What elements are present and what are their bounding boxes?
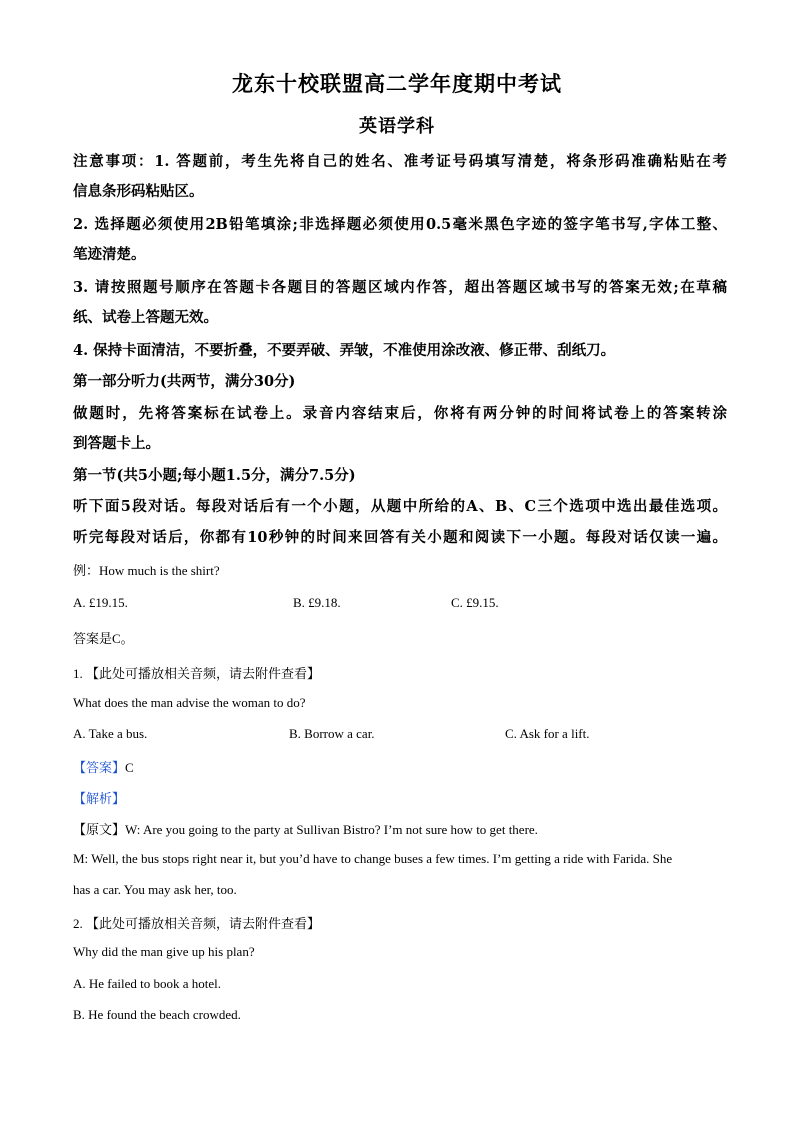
section1-heading: 第一节(共5小题;每小题1.5分，满分7.5分) [73,467,356,484]
analysis-tag: 【解析】 [73,791,126,806]
example-question: 例：How much is the shirt? [73,563,220,578]
note-2-line-1: 2. 选择题必须使用2B铅笔填涂;非选择题必须使用0.5毫米黑色字迹的签字笔书写,字体工整、 [73,216,727,233]
q2-stem: 2. 【此处可播放相关音频，请去附件查看】 [73,916,321,931]
part1-instruction-line-2: 到答题卡上。 [73,435,160,452]
q2-option-a: A. He failed to book a hotel. [73,976,222,991]
q1-question: What does the man advise the woman to do? [73,695,306,710]
section1-instruction-line-1: 听下面5段对话。每段对话后有一个小题，从题中所给的A、B、C三个选项中选出最佳选项。 [73,498,727,515]
part1-heading: 第一部分听力(共两节，满分30分) [73,373,296,390]
example-answer: 答案是C。 [73,631,134,646]
q1-option-a: A. Take a bus. [73,726,148,741]
q1-stem: 1. 【此处可播放相关音频，请去附件查看】 [73,666,321,681]
q1-option-b: B. Borrow a car. [289,726,375,741]
q1-answer-value: C [125,760,134,775]
note-3-line-2: 纸、试卷上答题无效。 [73,309,218,326]
original-tag: 【原文】 [73,822,126,837]
exam-title: 龙东十校联盟高二学年度期中考试 [232,71,562,96]
section1-instruction-line-2: 听完每段对话后，你都有10秒钟的时间来回答有关小题和阅读下一小题。每段对话仅读一遍。 [73,529,727,546]
q1-analysis [73,788,125,807]
note-3-line-1: 3. 请按照题号顺序在答题卡各题目的答题区域内作答，超出答题区域书写的答案无效;在草稿 [73,279,727,296]
example-option-a: A. £19.15. [73,595,128,610]
q2-question: Why did the man give up his plan? [73,944,255,959]
q1-original-m-line-1: M: Well, the bus stops right near it, but you’d have to change buses a few times. I’m getting a ride with Farida. She [73,851,673,866]
note-2-line-2: 笔迹清楚。 [73,246,146,263]
note-1-line-1: 注意事项：1. 答题前，考生先将自己的姓名、准考证号码填写清楚，将条形码准确粘贴在考 [73,153,727,170]
q1-answer [73,757,134,776]
q1-option-c: C. Ask for a lift. [505,726,590,741]
subject-title: 英语学科 [359,116,435,137]
q1-original-w [73,819,538,838]
example-option-c: C. £9.15. [451,595,499,610]
q1-original-w-text: W: Are you going to the party at Sullivan Bistro? I’m not sure how to get there. [125,822,538,837]
note-4: 4. 保持卡面清洁，不要折叠，不要弄破、弄皱，不准使用涂改液、修正带、刮纸刀。 [73,342,616,359]
q2-option-b: B. He found the beach crowded. [73,1007,241,1022]
answer-tag: 【答案】 [73,760,126,775]
part1-instruction-line-1: 做题时，先将答案标在试卷上。录音内容结束后，你将有两分钟的时间将试卷上的答案转涂 [73,405,727,422]
q1-original-m-line-2: has a car. You may ask her, too. [73,882,237,897]
note-1-line-2: 信息条形码粘贴区。 [73,183,204,200]
example-option-b: B. £9.18. [293,595,341,610]
